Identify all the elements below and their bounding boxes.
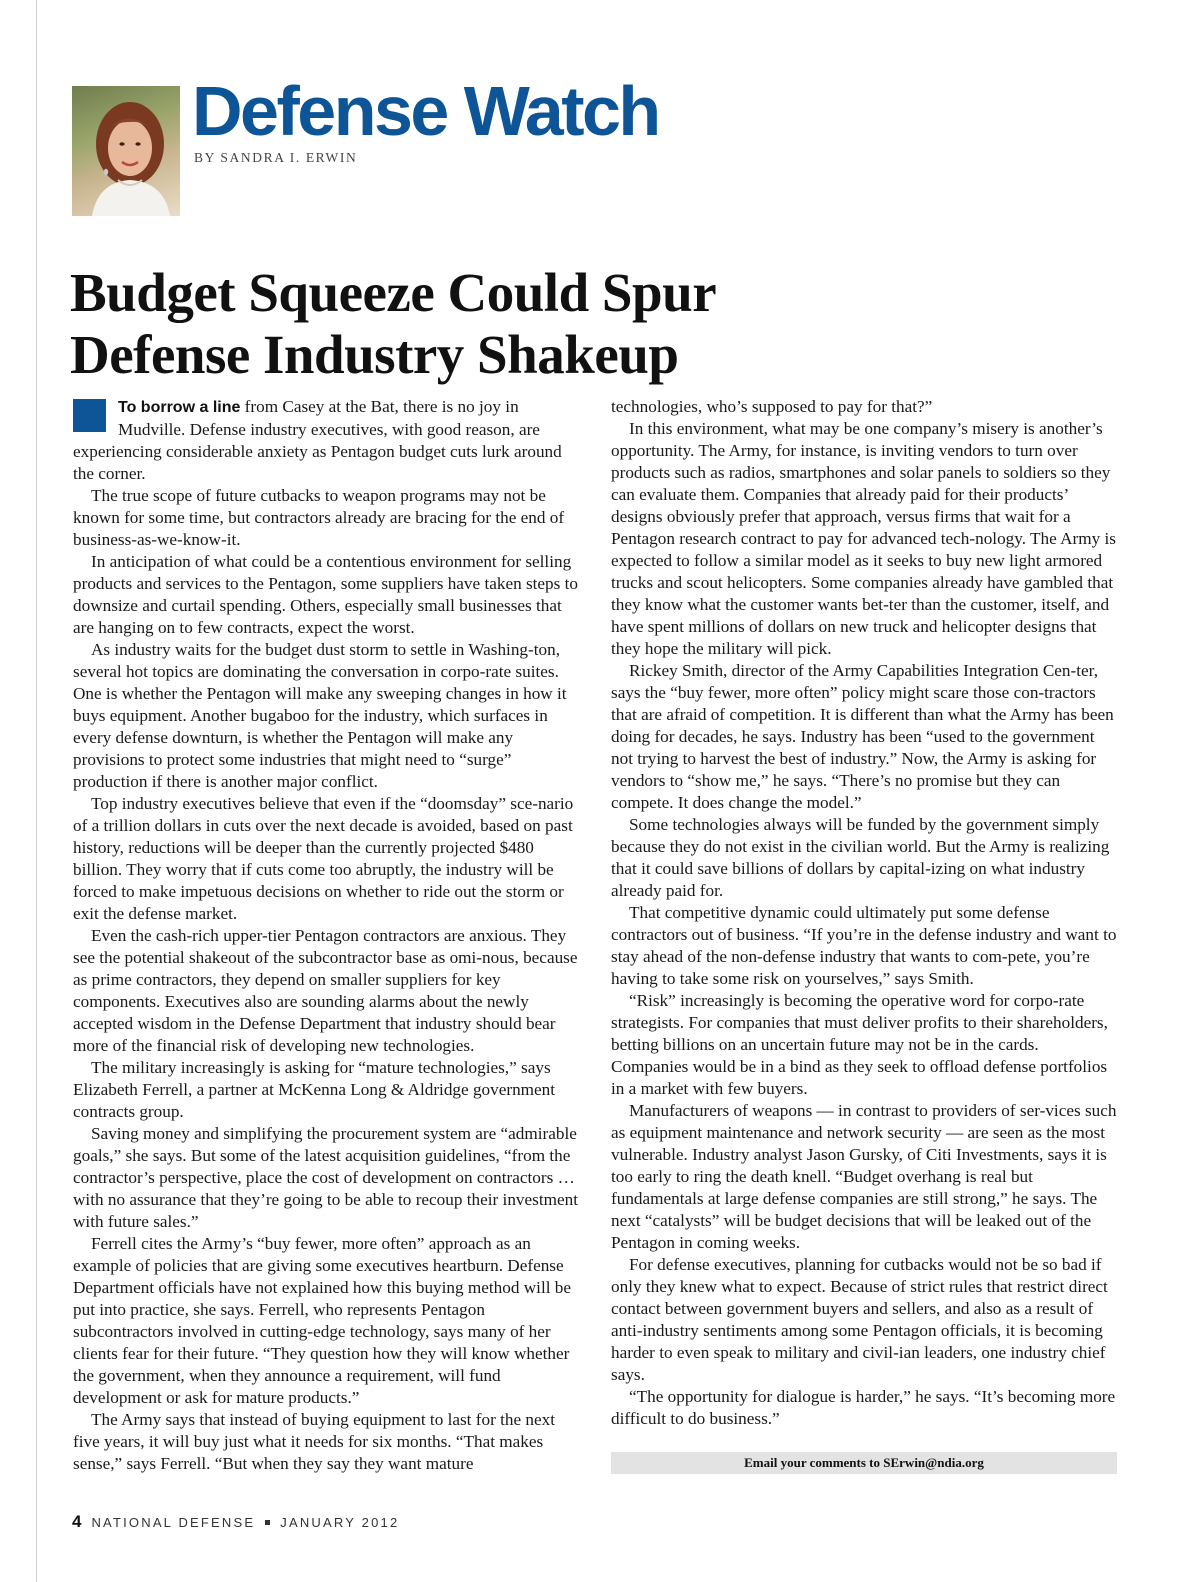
paragraph: Ferrell cites the Army’s “buy fewer, more often” approach as an example of policies that are giving some executives heartburn. Defense Department officials have not explained how this buying method will be put into practice, she says. Ferrell, who represents Pentagon subcontractors involved in cutting-edge technology, says many of her clients fear for their future. “They question how they will know whether the government, when they announce a requirement, will fund development or ask for mature products.” [73, 1234, 572, 1407]
paragraph: “Risk” increasingly is becoming the operative word for corpo-rate strategists. For companies that must deliver profits to their shareholders, betting billions on an uncertain future may not be in the cards. Companies would be in a bind as they seek to offload defense portfolios in a market with few buyers. [611, 991, 1108, 1098]
paragraph: Rickey Smith, director of the Army Capabilities Integration Cen-ter, says the “buy fewer, more often” policy might scare those con-tractors that are afraid of competition. It is different than what the Army has been doing for decades, he says. Industry has been “used to the government not trying to harvest the best of industry.” Now, the Army is asking for vendors to “show me,” he says. “There’s no promise but they can compete. It does change the model.” [611, 661, 1114, 812]
page-footer [72, 1512, 399, 1532]
article-column-left [73, 396, 579, 1475]
paragraph: The true scope of future cutbacks to weapon programs may not be known for some time, but contractors already are bracing for the end of business-as-we-know-it. [73, 486, 565, 549]
author-photo [72, 86, 180, 216]
paragraph: technologies, who’s supposed to pay for that?” [611, 397, 933, 416]
column-title: Defense Watch [192, 72, 659, 150]
page-edge-line [36, 0, 37, 1582]
email-link[interactable]: SErwin@ndia.org [883, 1455, 984, 1470]
page-number: 4 [72, 1512, 82, 1531]
email-prefix: Email your comments to [744, 1455, 884, 1470]
headline-line-2: Defense Industry Shakeup [70, 324, 679, 385]
article-headline [70, 262, 830, 386]
paragraph: Some technologies always will be funded by the government simply because they do not exist in the civilian world. But the Army is realizing that it could save billions of dollars by capital-izing on what industry already paid for. [611, 815, 1110, 900]
paragraph: Top industry executives believe that even if the “doomsday” sce-nario of a trillion dollars in cuts over the next decade is avoided, based on past history, reductions will be deeper than the currently projected $480 billion. They worry that if cuts come too abruptly, the industry will be forced to make impetuous decisions on whether to ride out the storm or exit the defense market. [73, 794, 574, 923]
publication-name: NATIONAL DEFENSE [91, 1515, 256, 1530]
paragraph: Manufacturers of weapons — in contrast to providers of ser-vices such as equipment maintenance and network security — are seen as the most vulnerable. Industry analyst Jason Gursky, of Citi Investments, says it is too early to ring the death knell. “Budget overhang is real but fundamentals at large defense companies are still strong,” he says. The next “catalysts” will be budget decisions that will be leaked out of the Pentagon in coming weeks. [611, 1101, 1117, 1252]
email-comments-bar [611, 1452, 1117, 1474]
paragraph: That competitive dynamic could ultimately put some defense contractors out of business. “If you’re in the defense industry and want to stay ahead of the non-defense industry that wants to com-pete, you’re having to take some risk on yourselves,” says Smith. [611, 903, 1117, 988]
paragraph: To borrow a line from Casey at the Bat, there is no joy in Mudville. Defense industry executives, with good reason, are experiencing considerable anxiety as Pentagon budget cuts lurk around the corner. [73, 397, 562, 483]
article-column-right [611, 396, 1119, 1430]
drop-box-ornament [73, 399, 106, 432]
paragraph: For defense executives, planning for cutbacks would not be so bad if only they knew what to expect. Because of strict rules that restrict direct contact between government buyers and sellers, and also as a result of anti-industry sentiments among some Pentagon officials, it is becoming harder to even speak to military and civil-ian leaders, one industry chief says. [611, 1255, 1108, 1384]
paragraph: In this environment, what may be one company’s misery is another’s opportunity. The Army, for instance, is inviting vendors to turn over products such as radios, smartphones and solar panels to soldiers so they can evaluate them. Companies that already paid for their products’ designs obviously prefer that approach, versus firms that wait for a Pentagon research contract to pay for advanced tech-nology. The Army is expected to follow a similar model as it seeks to buy new light armored trucks and scout helicopters. Some companies already have gambled that they know what the customer wants bet-ter than the customer, itself, and have spent millions of dollars on new truck and helicopter designs that they hope the military will pick. [611, 419, 1116, 658]
footer-separator [265, 1520, 270, 1525]
paragraph: The military increasingly is asking for “mature technologies,” says Elizabeth Ferrell, a partner at McKenna Long & Aldridge government contracts group. [73, 1058, 556, 1121]
paragraph: Even the cash-rich upper-tier Pentagon contractors are anxious. They see the potential shakeout of the subcontractor base as omi-nous, because as prime contractors, they depend on smaller suppliers for key components. Executives also are sounding alarms about the newly accepted wisdom in the Defense Department that industry should bear more of the financial risk of developing new technologies. [73, 926, 578, 1055]
headline-line-1: Budget Squeeze Could Spur [70, 262, 717, 323]
issue-date: JANUARY 2012 [280, 1515, 400, 1530]
paragraph: Saving money and simplifying the procurement system are “admirable goals,” she says. But some of the latest acquisition guidelines, “from the contractor’s perspective, place the cost of development on contractors … with no assurance that they’re going to be able to recoup their investment with future sales.” [73, 1124, 578, 1231]
paragraph: In anticipation of what could be a contentious environment for selling products and services to the Pentagon, some suppliers have taken steps to downsize and curtail spending. Others, especially small businesses that are hanging on to few contracts, expect the worst. [73, 552, 579, 637]
byline: BY SANDRA I. ERWIN [194, 150, 358, 165]
paragraph: As industry waits for the budget dust storm to settle in Washing-ton, several hot topics are dominating the conversation in corpo-rate suites. One is whether the Pentagon will make any sweeping changes in how it buys equipment. Another bugaboo for the industry, which surfaces in every defense downturn, is whether the Pentagon will make any provisions to protect some industries that might need to “surge” production if there is another major conflict. [73, 640, 567, 791]
lead-in: To borrow a line [118, 399, 241, 416]
paragraph: “The opportunity for dialogue is harder,” he says. “It’s becoming more difficult to do business.” [611, 1387, 1116, 1428]
paragraph: The Army says that instead of buying equipment to last for the next five years, it will buy just what it needs for six months. “That makes sense,” says Ferrell. “But when they say they want mature [73, 1410, 555, 1473]
